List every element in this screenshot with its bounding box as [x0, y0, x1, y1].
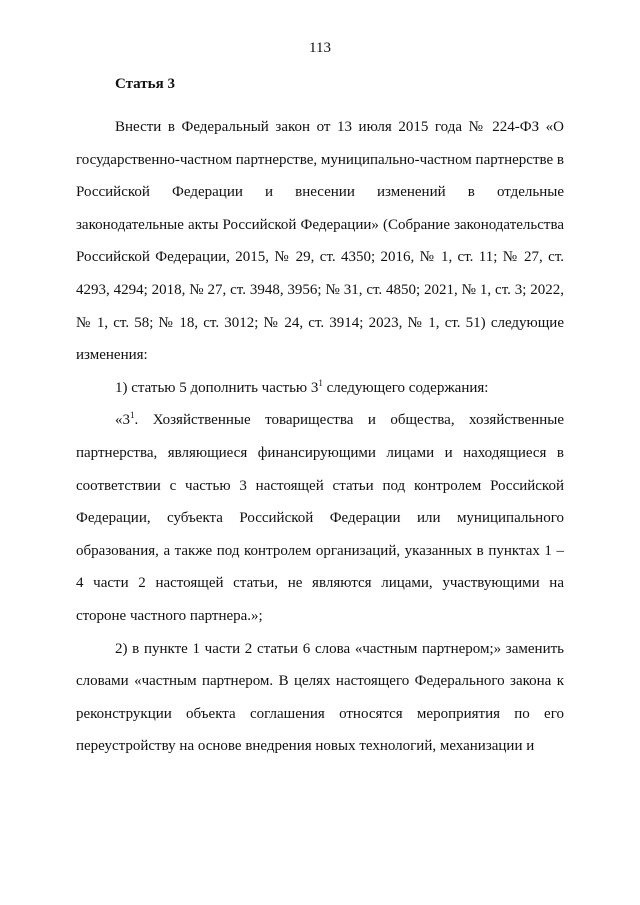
superscript: 1 — [130, 410, 135, 421]
paragraph-quoted-part — [76, 404, 564, 632]
document-body — [76, 111, 564, 763]
paragraph-item-2: 2) в пункте 1 части 2 статьи 6 слова «частным партнером;» заменить словами «частным партнером. В целях настоящего Федерального закона к реконструкции объекта соглашения относятся мероприятия по его переустройству на основе внедрения новых технологий, механизации и — [76, 640, 564, 755]
page-number: 113 — [309, 40, 331, 56]
superscript: 1 — [318, 377, 323, 388]
paragraph-item-1-text-end: следующего содержания: — [322, 379, 489, 396]
article-title: Статья 3 — [115, 76, 175, 92]
paragraph-item-1 — [76, 372, 564, 405]
paragraph-quoted-part-text: . Хозяйственные товарищества и общества, хозяйственные партнерства, являющиеся финансирующими лицами и находящиеся в соответствии с частью 3 настоящей статьи под контролем Российской Федерации, субъекта Российской Федерации или муниципального образования, а также под контролем организаций, указанных в пунктах 1 – 4 части 2 настоящей статьи, не являются лицами, участвующими на стороне частного партнера.»; — [76, 412, 564, 624]
paragraph-quoted-part-start: «3 — [115, 412, 130, 429]
paragraph-intro: Внести в Федеральный закон от 13 июля 2015 года № 224-ФЗ «О государственно-частном партнерстве, муниципально-частном партнерстве в Российской Федерации и внесении изменений в отдельные законодательные акты Российской Федерации» (Собрание законодательства Российской Федерации, 2015, № 29, ст. 4350; 2016, № 1, ст. 11; № 27, ст. 4293, 4294; 2018, № 27, ст. 3948, 3956; № 31, ст. 4850; 2021, № 1, ст. 3; 2022, № 1, ст. 58; № 18, ст. 3012; № 24, ст. 3914; 2023, № 1, ст. 51) следующие изменения: — [76, 119, 564, 364]
paragraph-item-1-text: 1) статью 5 дополнить частью 3 — [115, 379, 319, 396]
